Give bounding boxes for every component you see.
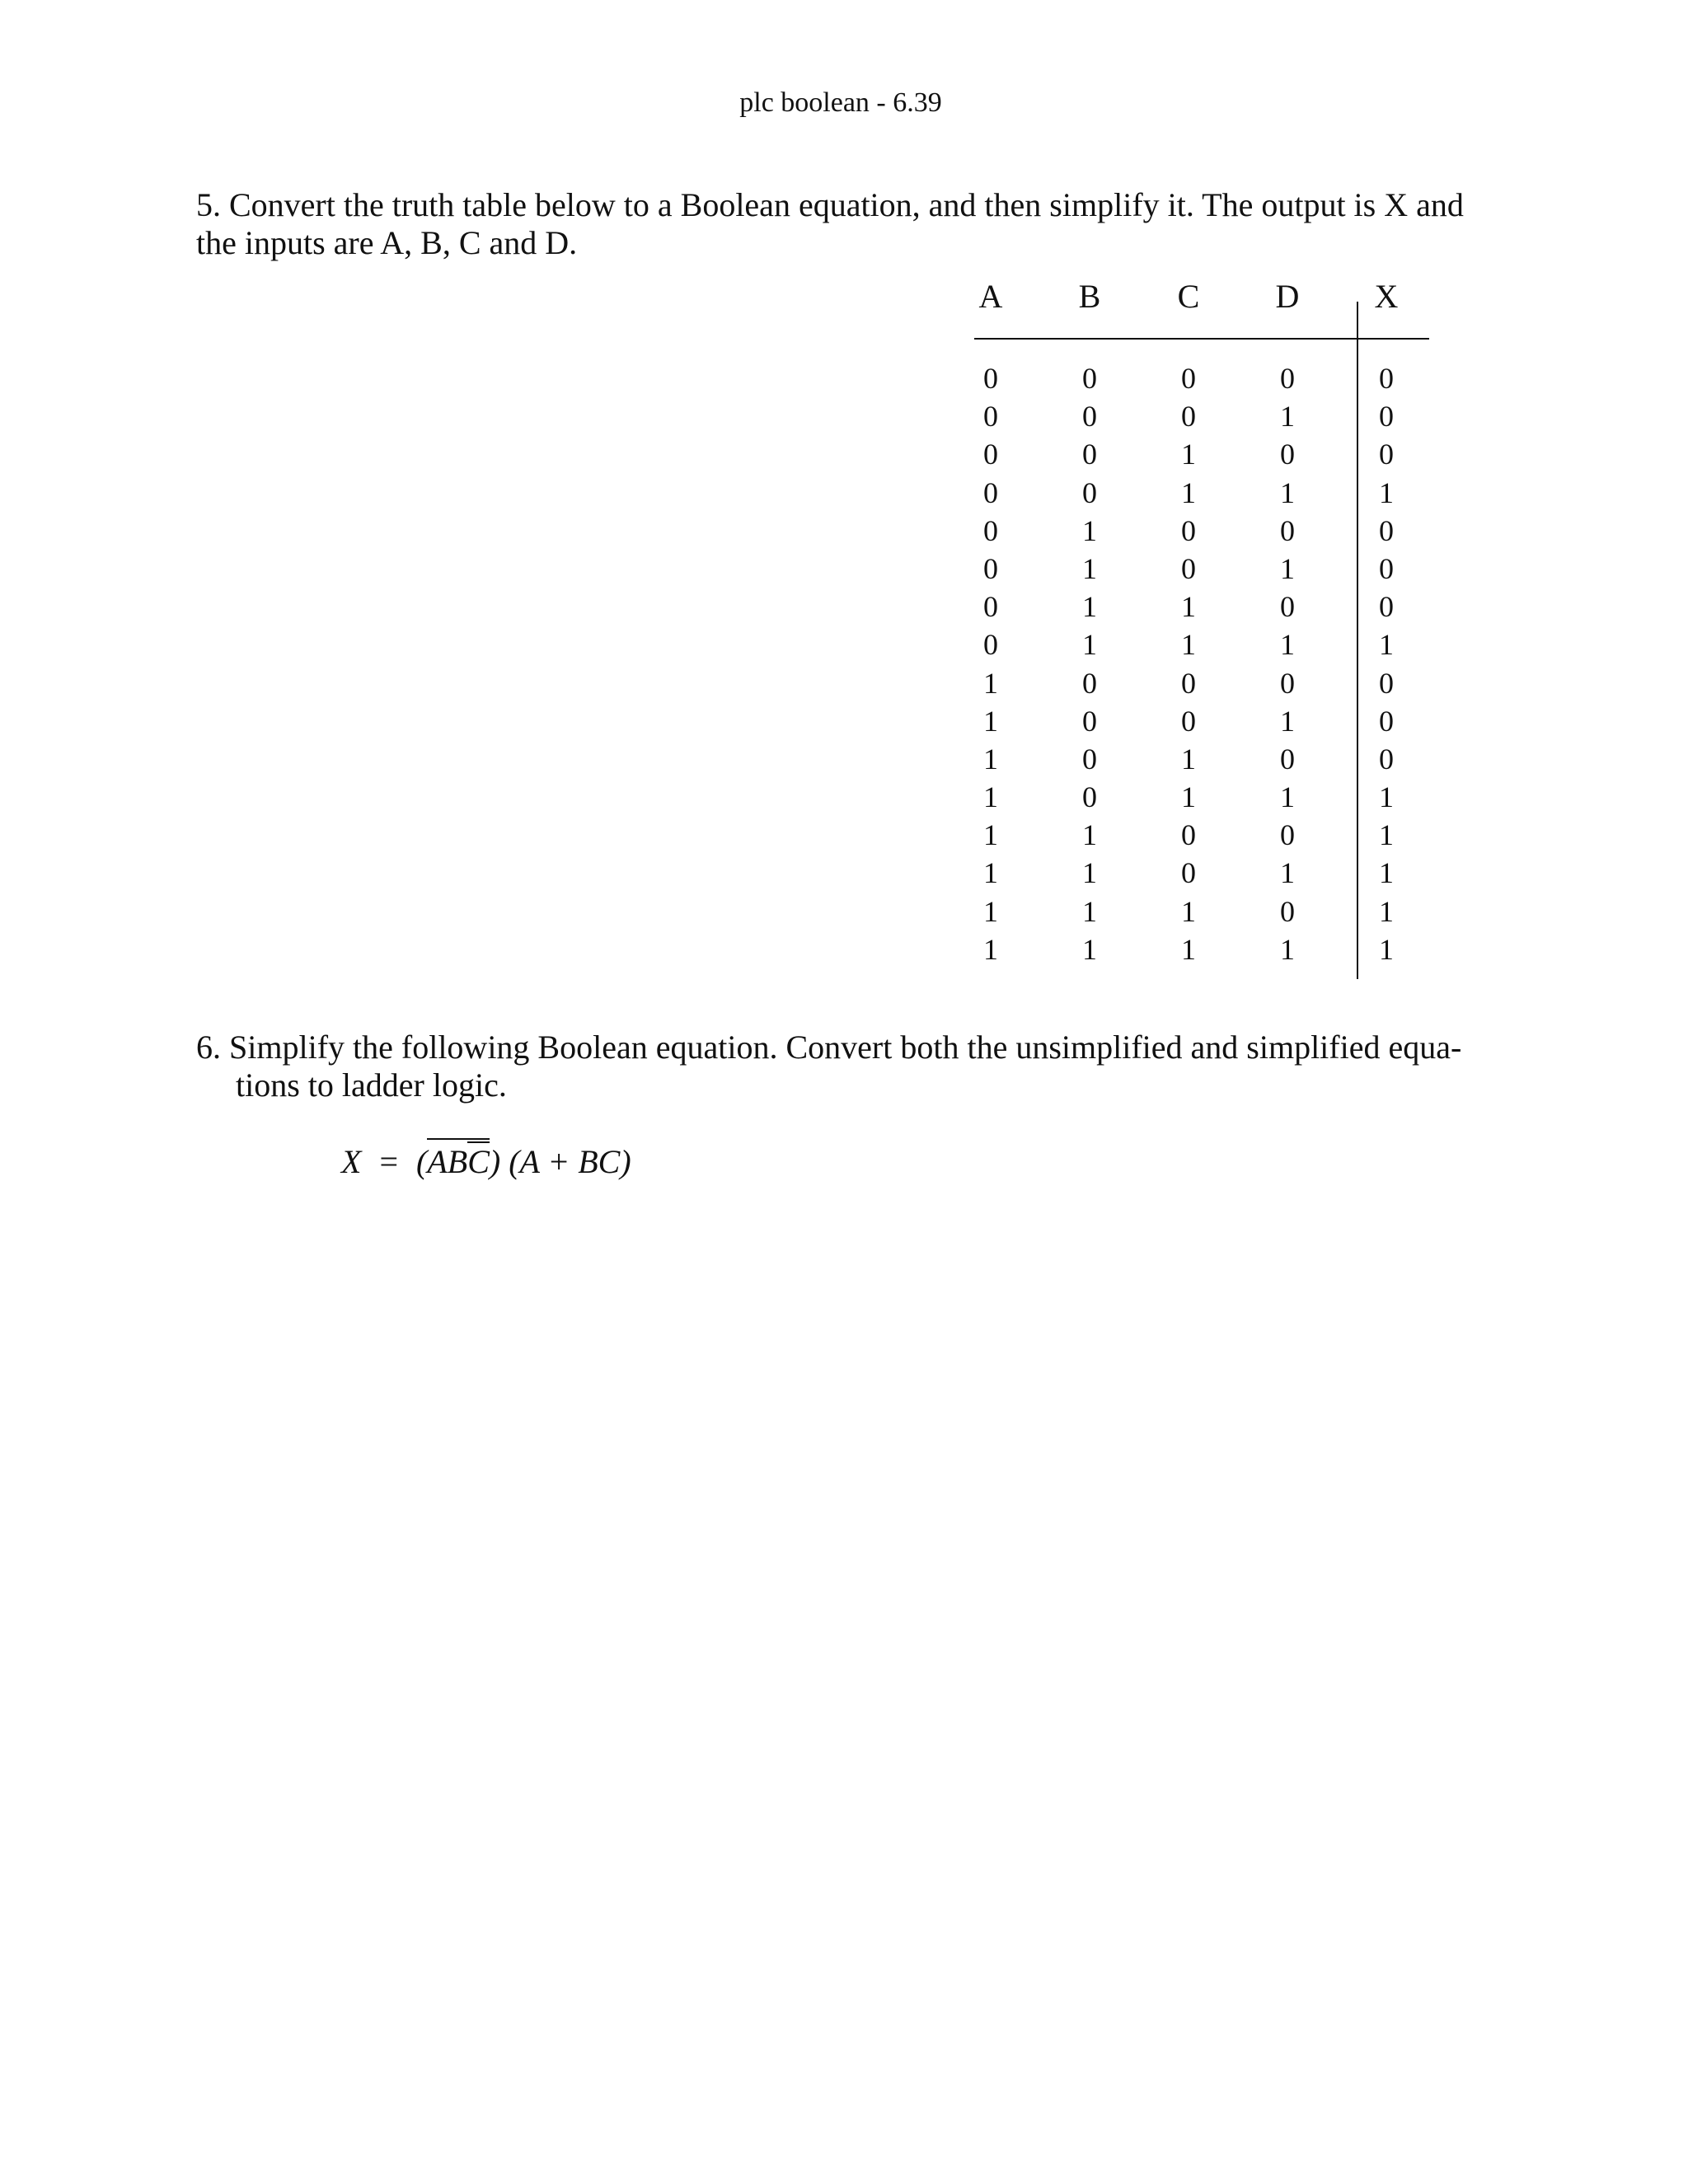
table-cell: 0 (1181, 856, 1196, 890)
table-cell: 0 (1379, 590, 1394, 624)
table-cell: 0 (1379, 666, 1394, 700)
table-cell: 1 (983, 894, 998, 928)
question-5-text: 5. Convert the truth table below to a Boolean equation, and then simplify it. The output is X and the inputs are A, B, C and D. (196, 186, 1464, 261)
table-cell: 1 (1181, 780, 1196, 814)
column-header-d: D (1275, 278, 1300, 315)
term1-ab: AB (427, 1143, 468, 1180)
table-cell: 1 (1379, 476, 1394, 509)
table-cell: 0 (1082, 476, 1097, 509)
table-cell: 0 (983, 551, 998, 585)
table-row (963, 818, 1429, 855)
term1-close-paren: ) (489, 1143, 501, 1180)
table-cell: 0 (1181, 362, 1196, 395)
table-cell: 0 (1082, 362, 1097, 395)
table-cell: 0 (1379, 704, 1394, 738)
table-cell: 1 (983, 666, 998, 700)
table-cell: 0 (1280, 513, 1295, 547)
table-cell: 0 (1082, 704, 1097, 738)
table-cell: 0 (983, 362, 998, 395)
column-header-a: A (978, 278, 1003, 315)
table-cell: 0 (983, 590, 998, 624)
table-cell: 0 (983, 400, 998, 434)
table-cell: 1 (1181, 476, 1196, 509)
table-cell: 1 (983, 932, 998, 966)
table-cell: 0 (1181, 551, 1196, 585)
table-row (963, 855, 1429, 893)
table-row (963, 437, 1429, 475)
equation-term-2: (A + BC) (509, 1143, 631, 1180)
table-cell: 1 (983, 704, 998, 738)
table-cell: 0 (1379, 400, 1394, 434)
table-cell: 1 (1082, 894, 1097, 928)
table-cell: 1 (1082, 513, 1097, 547)
table-row (963, 627, 1429, 665)
table-cell: 1 (983, 818, 998, 852)
table-cell: 1 (1379, 628, 1394, 662)
table-row (963, 399, 1429, 437)
table-cell: 1 (1082, 932, 1097, 966)
table-cell: 0 (983, 513, 998, 547)
term1-open-paren: ( (416, 1143, 428, 1180)
table-cell: 1 (1082, 551, 1097, 585)
table-cell: 0 (983, 476, 998, 509)
table-row (963, 780, 1429, 818)
table-row (963, 589, 1429, 627)
table-cell: 0 (1379, 742, 1394, 776)
table-header-rule (974, 338, 1429, 340)
table-cell: 1 (1379, 856, 1394, 890)
table-cell: 0 (983, 628, 998, 662)
table-cell: 0 (1181, 704, 1196, 738)
table-cell: 1 (1379, 780, 1394, 814)
table-cell: 1 (1082, 818, 1097, 852)
table-row (963, 361, 1429, 399)
term1-negated-product (427, 1138, 490, 1180)
question-6-line-2: tions to ladder logic. (236, 1066, 507, 1104)
table-cell: 1 (983, 742, 998, 776)
table-cell: 0 (1379, 362, 1394, 395)
table-cell: 1 (1181, 932, 1196, 966)
table-cell: 0 (1181, 818, 1196, 852)
column-header-x: X (1374, 278, 1399, 315)
equation-term-1 (416, 1142, 500, 1181)
table-cell: 1 (1181, 742, 1196, 776)
table-cell: 0 (983, 438, 998, 471)
table-cell: 1 (1082, 856, 1097, 890)
table-cell: 1 (1280, 780, 1295, 814)
boolean-equation (341, 1142, 631, 1181)
table-cell: 1 (1181, 628, 1196, 662)
table-row (963, 513, 1429, 551)
table-cell: 1 (1082, 628, 1097, 662)
table-cell: 0 (1280, 894, 1295, 928)
table-cell: 0 (1082, 666, 1097, 700)
table-cell: 0 (1280, 666, 1295, 700)
table-cell: 0 (1082, 438, 1097, 471)
table-row (963, 476, 1429, 513)
table-cell: 0 (1280, 362, 1295, 395)
table-cell: 0 (1379, 513, 1394, 547)
table-cell: 1 (1280, 704, 1295, 738)
table-row (963, 551, 1429, 589)
term1-c-complement: C (467, 1143, 490, 1180)
equation-equals: = (379, 1143, 398, 1180)
table-cell: 0 (1280, 818, 1295, 852)
table-cell: 1 (1181, 894, 1196, 928)
table-cell: 1 (1280, 932, 1295, 966)
table-cell: 1 (983, 780, 998, 814)
table-cell: 0 (1280, 438, 1295, 471)
truth-table-body (963, 361, 1429, 970)
table-cell: 1 (1280, 400, 1295, 434)
table-cell: 1 (1280, 628, 1295, 662)
table-cell: 0 (1379, 438, 1394, 471)
table-row (963, 704, 1429, 742)
table-row (963, 742, 1429, 780)
table-cell: 1 (1379, 932, 1394, 966)
table-cell: 1 (1181, 438, 1196, 471)
column-header-c: C (1177, 278, 1200, 315)
table-cell: 1 (1379, 894, 1394, 928)
equation-lhs: X (341, 1143, 362, 1180)
table-cell: 1 (1280, 551, 1295, 585)
table-cell: 0 (1082, 780, 1097, 814)
table-row (963, 666, 1429, 704)
page-header (0, 87, 1688, 119)
column-header-b: B (1078, 278, 1101, 315)
table-cell: 1 (1181, 590, 1196, 624)
question-6-text (196, 1029, 1482, 1104)
table-cell: 1 (1280, 476, 1295, 509)
table-cell: 0 (1181, 513, 1196, 547)
table-cell: 1 (1280, 856, 1295, 890)
table-cell: 0 (1181, 400, 1196, 434)
table-cell: 0 (1181, 666, 1196, 700)
table-cell: 1 (983, 856, 998, 890)
question-6-line-1: 6. Simplify the following Boolean equation. Convert both the unsimplified and simplified equa- (196, 1029, 1462, 1066)
table-cell: 0 (1082, 400, 1097, 434)
table-cell: 0 (1082, 742, 1097, 776)
table-cell: 0 (1379, 551, 1394, 585)
page-label: plc boolean - 6.39 (739, 87, 942, 118)
table-cell: 1 (1082, 590, 1097, 624)
table-row (963, 932, 1429, 970)
table-row (963, 894, 1429, 932)
table-cell: 0 (1280, 590, 1295, 624)
table-cell: 0 (1280, 742, 1295, 776)
table-cell: 1 (1379, 818, 1394, 852)
